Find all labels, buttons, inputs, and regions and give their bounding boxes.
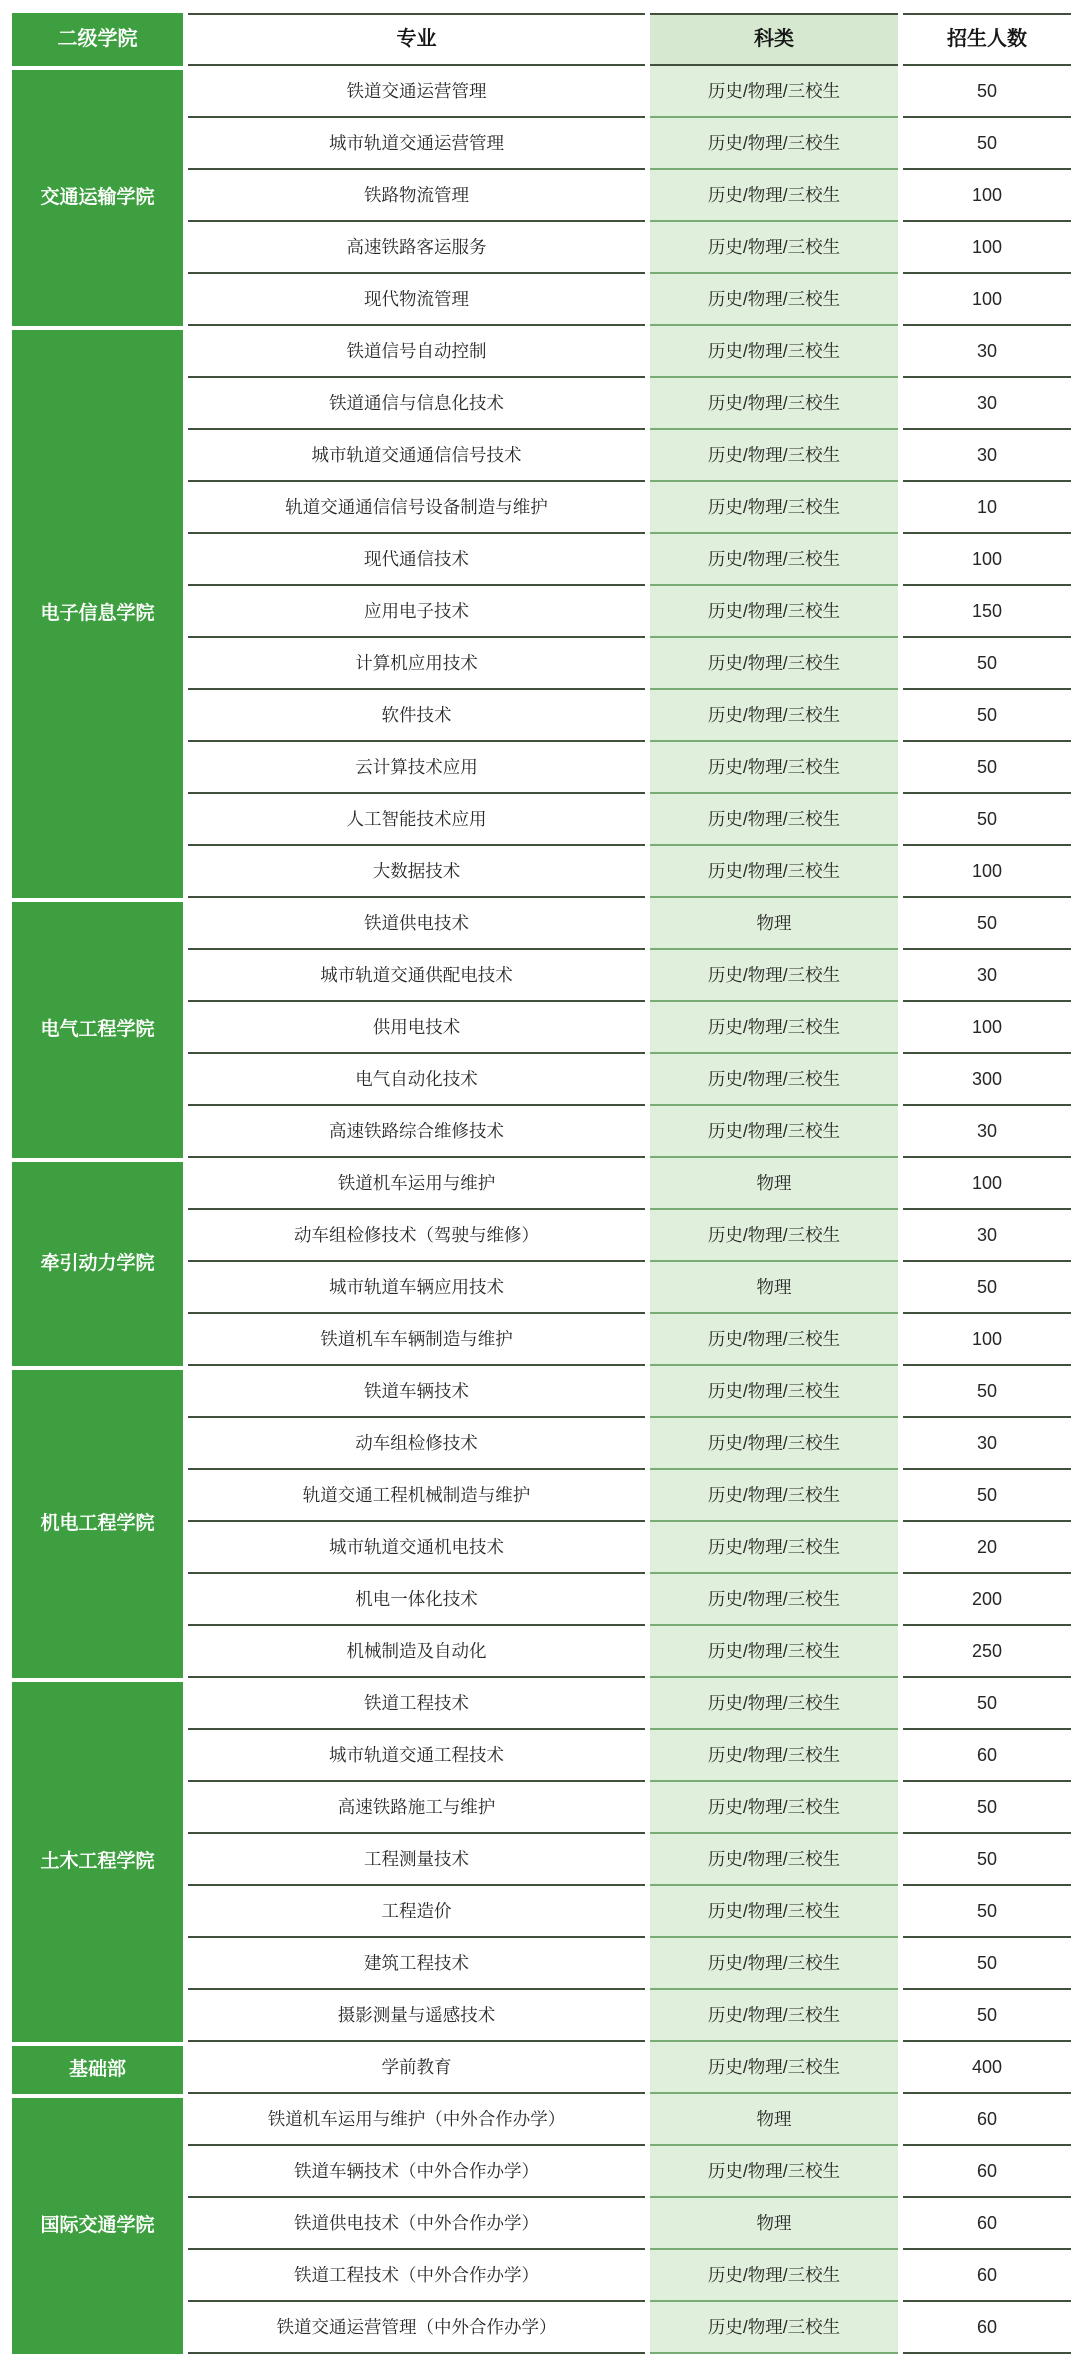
major-cell: 城市轨道交通运营管理 — [188, 118, 645, 170]
count-cell: 30 — [903, 430, 1071, 482]
major-cell: 铁道机车运用与维护（中外合作办学） — [188, 2094, 645, 2146]
category-cell: 历史/物理/三校生 — [650, 1626, 898, 1678]
category-cell: 历史/物理/三校生 — [650, 950, 898, 1002]
major-cell: 高速铁路综合维修技术 — [188, 1106, 645, 1158]
count-cell: 50 — [903, 1990, 1071, 2042]
header-major: 专业 — [188, 13, 645, 66]
major-cell: 铁道工程技术（中外合作办学） — [188, 2250, 645, 2302]
count-cell: 50 — [903, 1366, 1071, 1418]
category-cell: 历史/物理/三校生 — [650, 1678, 898, 1730]
count-cell: 100 — [903, 846, 1071, 898]
count-cell: 50 — [903, 1470, 1071, 1522]
major-cell: 机械制造及自动化 — [188, 1626, 645, 1678]
college-cell: 牵引动力学院 — [12, 1158, 183, 1366]
count-cell: 30 — [903, 378, 1071, 430]
category-cell: 物理 — [650, 1158, 898, 1210]
major-cell: 动车组检修技术 — [188, 1418, 645, 1470]
category-cell: 历史/物理/三校生 — [650, 1054, 898, 1106]
category-cell: 历史/物理/三校生 — [650, 1990, 898, 2042]
count-cell: 30 — [903, 950, 1071, 1002]
major-cell: 轨道交通通信信号设备制造与维护 — [188, 482, 645, 534]
count-cell: 300 — [903, 1054, 1071, 1106]
count-cell: 50 — [903, 1938, 1071, 1990]
category-cell: 历史/物理/三校生 — [650, 2302, 898, 2354]
category-cell: 历史/物理/三校生 — [650, 326, 898, 378]
major-cell: 工程造价 — [188, 1886, 645, 1938]
count-cell: 50 — [903, 66, 1071, 118]
category-cell: 历史/物理/三校生 — [650, 2042, 898, 2094]
category-cell: 历史/物理/三校生 — [650, 1938, 898, 1990]
count-cell: 30 — [903, 1106, 1071, 1158]
major-cell: 人工智能技术应用 — [188, 794, 645, 846]
count-cell: 60 — [903, 2198, 1071, 2250]
major-cell: 铁道通信与信息化技术 — [188, 378, 645, 430]
college-cell: 交通运输学院 — [12, 66, 183, 326]
count-cell: 50 — [903, 690, 1071, 742]
major-cell: 铁道车辆技术（中外合作办学） — [188, 2146, 645, 2198]
category-cell: 历史/物理/三校生 — [650, 1522, 898, 1574]
college-cell: 电气工程学院 — [12, 898, 183, 1158]
college-cell: 国际交通学院 — [12, 2094, 183, 2354]
count-cell: 20 — [903, 1522, 1071, 1574]
count-cell: 100 — [903, 1002, 1071, 1054]
count-cell: 60 — [903, 2146, 1071, 2198]
count-cell: 30 — [903, 326, 1071, 378]
count-cell: 100 — [903, 274, 1071, 326]
count-cell: 50 — [903, 1834, 1071, 1886]
header-category: 科类 — [650, 13, 898, 66]
category-cell: 历史/物理/三校生 — [650, 2250, 898, 2302]
major-cell: 建筑工程技术 — [188, 1938, 645, 1990]
major-cell: 云计算技术应用 — [188, 742, 645, 794]
major-cell: 铁道车辆技术 — [188, 1366, 645, 1418]
count-cell: 60 — [903, 2250, 1071, 2302]
category-cell: 历史/物理/三校生 — [650, 378, 898, 430]
category-cell: 历史/物理/三校生 — [650, 222, 898, 274]
major-cell: 机电一体化技术 — [188, 1574, 645, 1626]
count-cell: 50 — [903, 898, 1071, 950]
major-cell: 城市轨道交通供配电技术 — [188, 950, 645, 1002]
count-cell: 100 — [903, 170, 1071, 222]
category-cell: 历史/物理/三校生 — [650, 846, 898, 898]
major-cell: 铁道工程技术 — [188, 1678, 645, 1730]
category-cell: 物理 — [650, 2198, 898, 2250]
category-cell: 历史/物理/三校生 — [650, 430, 898, 482]
major-cell: 计算机应用技术 — [188, 638, 645, 690]
count-cell: 30 — [903, 1418, 1071, 1470]
category-cell: 历史/物理/三校生 — [650, 534, 898, 586]
major-cell: 现代通信技术 — [188, 534, 645, 586]
count-cell: 50 — [903, 118, 1071, 170]
category-cell: 历史/物理/三校生 — [650, 1210, 898, 1262]
category-cell: 历史/物理/三校生 — [650, 2146, 898, 2198]
college-cell: 基础部 — [12, 2042, 183, 2094]
count-cell: 60 — [903, 2302, 1071, 2354]
category-cell: 历史/物理/三校生 — [650, 482, 898, 534]
major-cell: 大数据技术 — [188, 846, 645, 898]
count-cell: 100 — [903, 1314, 1071, 1366]
major-cell: 铁路物流管理 — [188, 170, 645, 222]
count-cell: 400 — [903, 2042, 1071, 2094]
major-cell: 铁道交通运营管理（中外合作办学） — [188, 2302, 645, 2354]
major-cell: 城市轨道交通工程技术 — [188, 1730, 645, 1782]
category-cell: 物理 — [650, 2094, 898, 2146]
category-cell: 历史/物理/三校生 — [650, 170, 898, 222]
category-cell: 历史/物理/三校生 — [650, 1834, 898, 1886]
count-cell: 50 — [903, 1782, 1071, 1834]
category-cell: 历史/物理/三校生 — [650, 1366, 898, 1418]
major-cell: 电气自动化技术 — [188, 1054, 645, 1106]
major-cell: 铁道交通运营管理 — [188, 66, 645, 118]
major-cell: 铁道机车运用与维护 — [188, 1158, 645, 1210]
major-cell: 动车组检修技术（驾驶与维修） — [188, 1210, 645, 1262]
count-cell: 50 — [903, 638, 1071, 690]
category-cell: 历史/物理/三校生 — [650, 274, 898, 326]
major-cell: 现代物流管理 — [188, 274, 645, 326]
category-cell: 历史/物理/三校生 — [650, 1418, 898, 1470]
major-cell: 软件技术 — [188, 690, 645, 742]
count-cell: 50 — [903, 1886, 1071, 1938]
major-cell: 高速铁路客运服务 — [188, 222, 645, 274]
count-cell: 10 — [903, 482, 1071, 534]
count-cell: 50 — [903, 794, 1071, 846]
college-cell: 机电工程学院 — [12, 1366, 183, 1678]
category-cell: 历史/物理/三校生 — [650, 1886, 898, 1938]
count-cell: 30 — [903, 1210, 1071, 1262]
category-cell: 历史/物理/三校生 — [650, 794, 898, 846]
count-cell: 150 — [903, 586, 1071, 638]
category-cell: 历史/物理/三校生 — [650, 118, 898, 170]
count-cell: 50 — [903, 742, 1071, 794]
enrollment-grid — [12, 13, 1068, 2354]
count-cell: 250 — [903, 1626, 1071, 1678]
category-cell: 历史/物理/三校生 — [650, 1574, 898, 1626]
count-cell: 100 — [903, 534, 1071, 586]
category-cell: 历史/物理/三校生 — [650, 1106, 898, 1158]
count-cell: 200 — [903, 1574, 1071, 1626]
count-cell: 60 — [903, 1730, 1071, 1782]
category-cell: 历史/物理/三校生 — [650, 1782, 898, 1834]
major-cell: 工程测量技术 — [188, 1834, 645, 1886]
college-cell: 土木工程学院 — [12, 1678, 183, 2042]
major-cell: 铁道供电技术 — [188, 898, 645, 950]
count-cell: 50 — [903, 1678, 1071, 1730]
category-cell: 历史/物理/三校生 — [650, 1730, 898, 1782]
header-college: 二级学院 — [12, 13, 183, 66]
major-cell: 城市轨道交通机电技术 — [188, 1522, 645, 1574]
major-cell: 供用电技术 — [188, 1002, 645, 1054]
count-cell: 60 — [903, 2094, 1071, 2146]
major-cell: 学前教育 — [188, 2042, 645, 2094]
major-cell: 铁道机车车辆制造与维护 — [188, 1314, 645, 1366]
category-cell: 历史/物理/三校生 — [650, 1002, 898, 1054]
category-cell: 历史/物理/三校生 — [650, 1314, 898, 1366]
major-cell: 轨道交通工程机械制造与维护 — [188, 1470, 645, 1522]
count-cell: 100 — [903, 1158, 1071, 1210]
major-cell: 应用电子技术 — [188, 586, 645, 638]
category-cell: 物理 — [650, 1262, 898, 1314]
count-cell: 100 — [903, 222, 1071, 274]
header-count: 招生人数 — [903, 13, 1071, 66]
category-cell: 历史/物理/三校生 — [650, 742, 898, 794]
major-cell: 铁道信号自动控制 — [188, 326, 645, 378]
category-cell: 历史/物理/三校生 — [650, 690, 898, 742]
major-cell: 城市轨道交通通信信号技术 — [188, 430, 645, 482]
major-cell: 铁道供电技术（中外合作办学） — [188, 2198, 645, 2250]
category-cell: 历史/物理/三校生 — [650, 1470, 898, 1522]
category-cell: 历史/物理/三校生 — [650, 586, 898, 638]
major-cell: 高速铁路施工与维护 — [188, 1782, 645, 1834]
category-cell: 物理 — [650, 898, 898, 950]
college-cell: 电子信息学院 — [12, 326, 183, 898]
major-cell: 城市轨道车辆应用技术 — [188, 1262, 645, 1314]
category-cell: 历史/物理/三校生 — [650, 66, 898, 118]
major-cell: 摄影测量与遥感技术 — [188, 1990, 645, 2042]
category-cell: 历史/物理/三校生 — [650, 638, 898, 690]
count-cell: 50 — [903, 1262, 1071, 1314]
